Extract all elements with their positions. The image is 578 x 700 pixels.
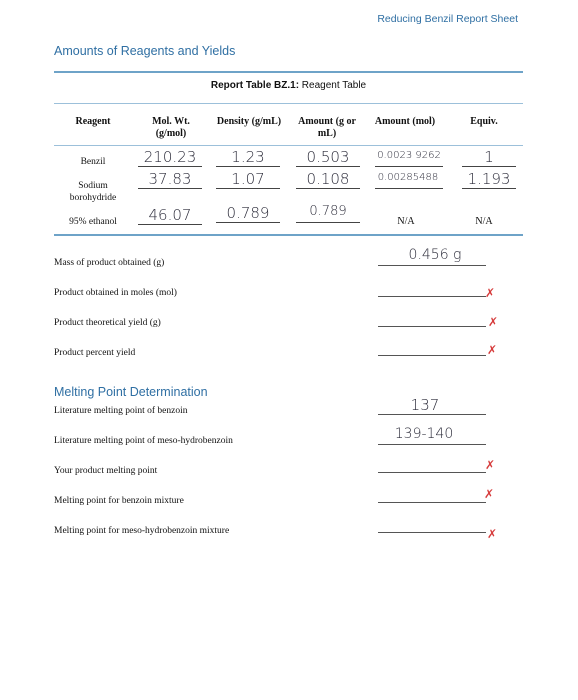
red-mark-icon: ✗: [485, 286, 496, 300]
answer-line: [378, 472, 486, 473]
answer-mass-product: 0.456 g: [408, 247, 462, 263]
blank-line: [138, 188, 202, 189]
answer-line: [378, 444, 486, 445]
nabh4-equiv: 1.193: [467, 170, 511, 188]
answer-line: [378, 296, 486, 297]
blank-line: [375, 188, 443, 189]
answer-lit-mp-meso: 139-140: [394, 426, 454, 442]
table-caption: [54, 80, 523, 91]
benzil-amount: 0.503: [306, 148, 350, 166]
benzil-equiv: 1: [484, 148, 494, 166]
nabh4-amount: 0.108: [306, 170, 350, 188]
question-theoretical-yield: Product theoretical yield (g): [54, 318, 161, 328]
ethanol-amount: 0.789: [309, 204, 347, 219]
benzil-mw: 210.23: [143, 148, 197, 166]
answer-line: [378, 265, 486, 266]
blank-line: [296, 188, 360, 189]
table-header-rule: [54, 145, 523, 146]
col-header-equiv: Equiv.: [470, 116, 498, 127]
ethanol-equiv: N/A: [475, 216, 493, 227]
question-lit-mp-meso: Literature melting point of meso-hydrobenzoin: [54, 436, 233, 446]
answer-line: [378, 502, 486, 503]
table-bottom-rule: [54, 234, 523, 236]
row-reagent-nabh4: Sodium borohydride: [69, 181, 117, 203]
row-reagent-ethanol: 95% ethanol: [69, 217, 117, 227]
ethanol-density: 0.789: [226, 204, 270, 222]
blank-line: [296, 222, 360, 223]
report-title: Reducing Benzil Report Sheet: [377, 13, 518, 25]
section-divider: [54, 71, 523, 73]
blank-line: [216, 188, 280, 189]
col-header-amount-g: Amount (g or mL): [298, 116, 356, 139]
question-percent-yield: Product percent yield: [54, 348, 136, 358]
red-mark-icon: ✗: [487, 343, 498, 357]
table-top-rule: [54, 103, 523, 104]
question-mass-product: Mass of product obtained (g): [54, 258, 165, 268]
benzil-density: 1.23: [231, 148, 265, 166]
col-header-amount-mol: Amount (mol): [374, 116, 436, 127]
question-benzoin-mixture-mp: Melting point for benzoin mixture: [54, 496, 184, 506]
blank-line: [138, 166, 202, 167]
section-title-amounts: Amounts of Reagents and Yields: [54, 44, 236, 58]
col-header-reagent: Reagent: [75, 116, 111, 127]
question-meso-mixture-mp: Melting point for meso-hydrobenzoin mixture: [54, 526, 230, 536]
red-mark-icon: ✗: [485, 458, 496, 472]
blank-line: [462, 188, 516, 189]
blank-line: [138, 224, 202, 225]
question-lit-mp-benzoin: Literature melting point of benzoin: [54, 406, 188, 416]
answer-line: [378, 532, 486, 533]
blank-line: [216, 222, 280, 223]
table-caption-text: Reagent Table: [299, 80, 367, 91]
question-product-mp: Your product melting point: [54, 466, 158, 476]
blank-line: [462, 166, 516, 167]
nabh4-mw: 37.83: [148, 170, 192, 188]
row-reagent-benzil: Benzil: [80, 157, 106, 167]
answer-lit-mp-benzoin: 137: [410, 396, 440, 414]
blank-line: [216, 166, 280, 167]
blank-line: [375, 166, 443, 167]
benzil-mol: 0.0023 9262: [377, 150, 441, 161]
nabh4-mol: 0.00285488: [377, 172, 439, 183]
red-mark-icon: ✗: [488, 315, 499, 329]
table-caption-bold: Report Table BZ.1:: [210, 80, 300, 91]
col-header-molwt: Mol. Wt. (g/mol): [152, 116, 190, 139]
section-title-melting-point: Melting Point Determination: [54, 385, 208, 399]
blank-line: [296, 166, 360, 167]
nabh4-density: 1.07: [231, 170, 265, 188]
answer-line: [378, 326, 486, 327]
answer-line: [378, 355, 486, 356]
question-moles-product: Product obtained in moles (mol): [54, 288, 177, 298]
answer-line: [378, 414, 486, 415]
col-header-density: Density (g/mL): [216, 116, 282, 127]
ethanol-mol: N/A: [397, 216, 415, 227]
red-mark-icon: ✗: [484, 487, 495, 501]
red-mark-icon: ✗: [487, 527, 498, 541]
ethanol-mw: 46.07: [148, 206, 192, 224]
